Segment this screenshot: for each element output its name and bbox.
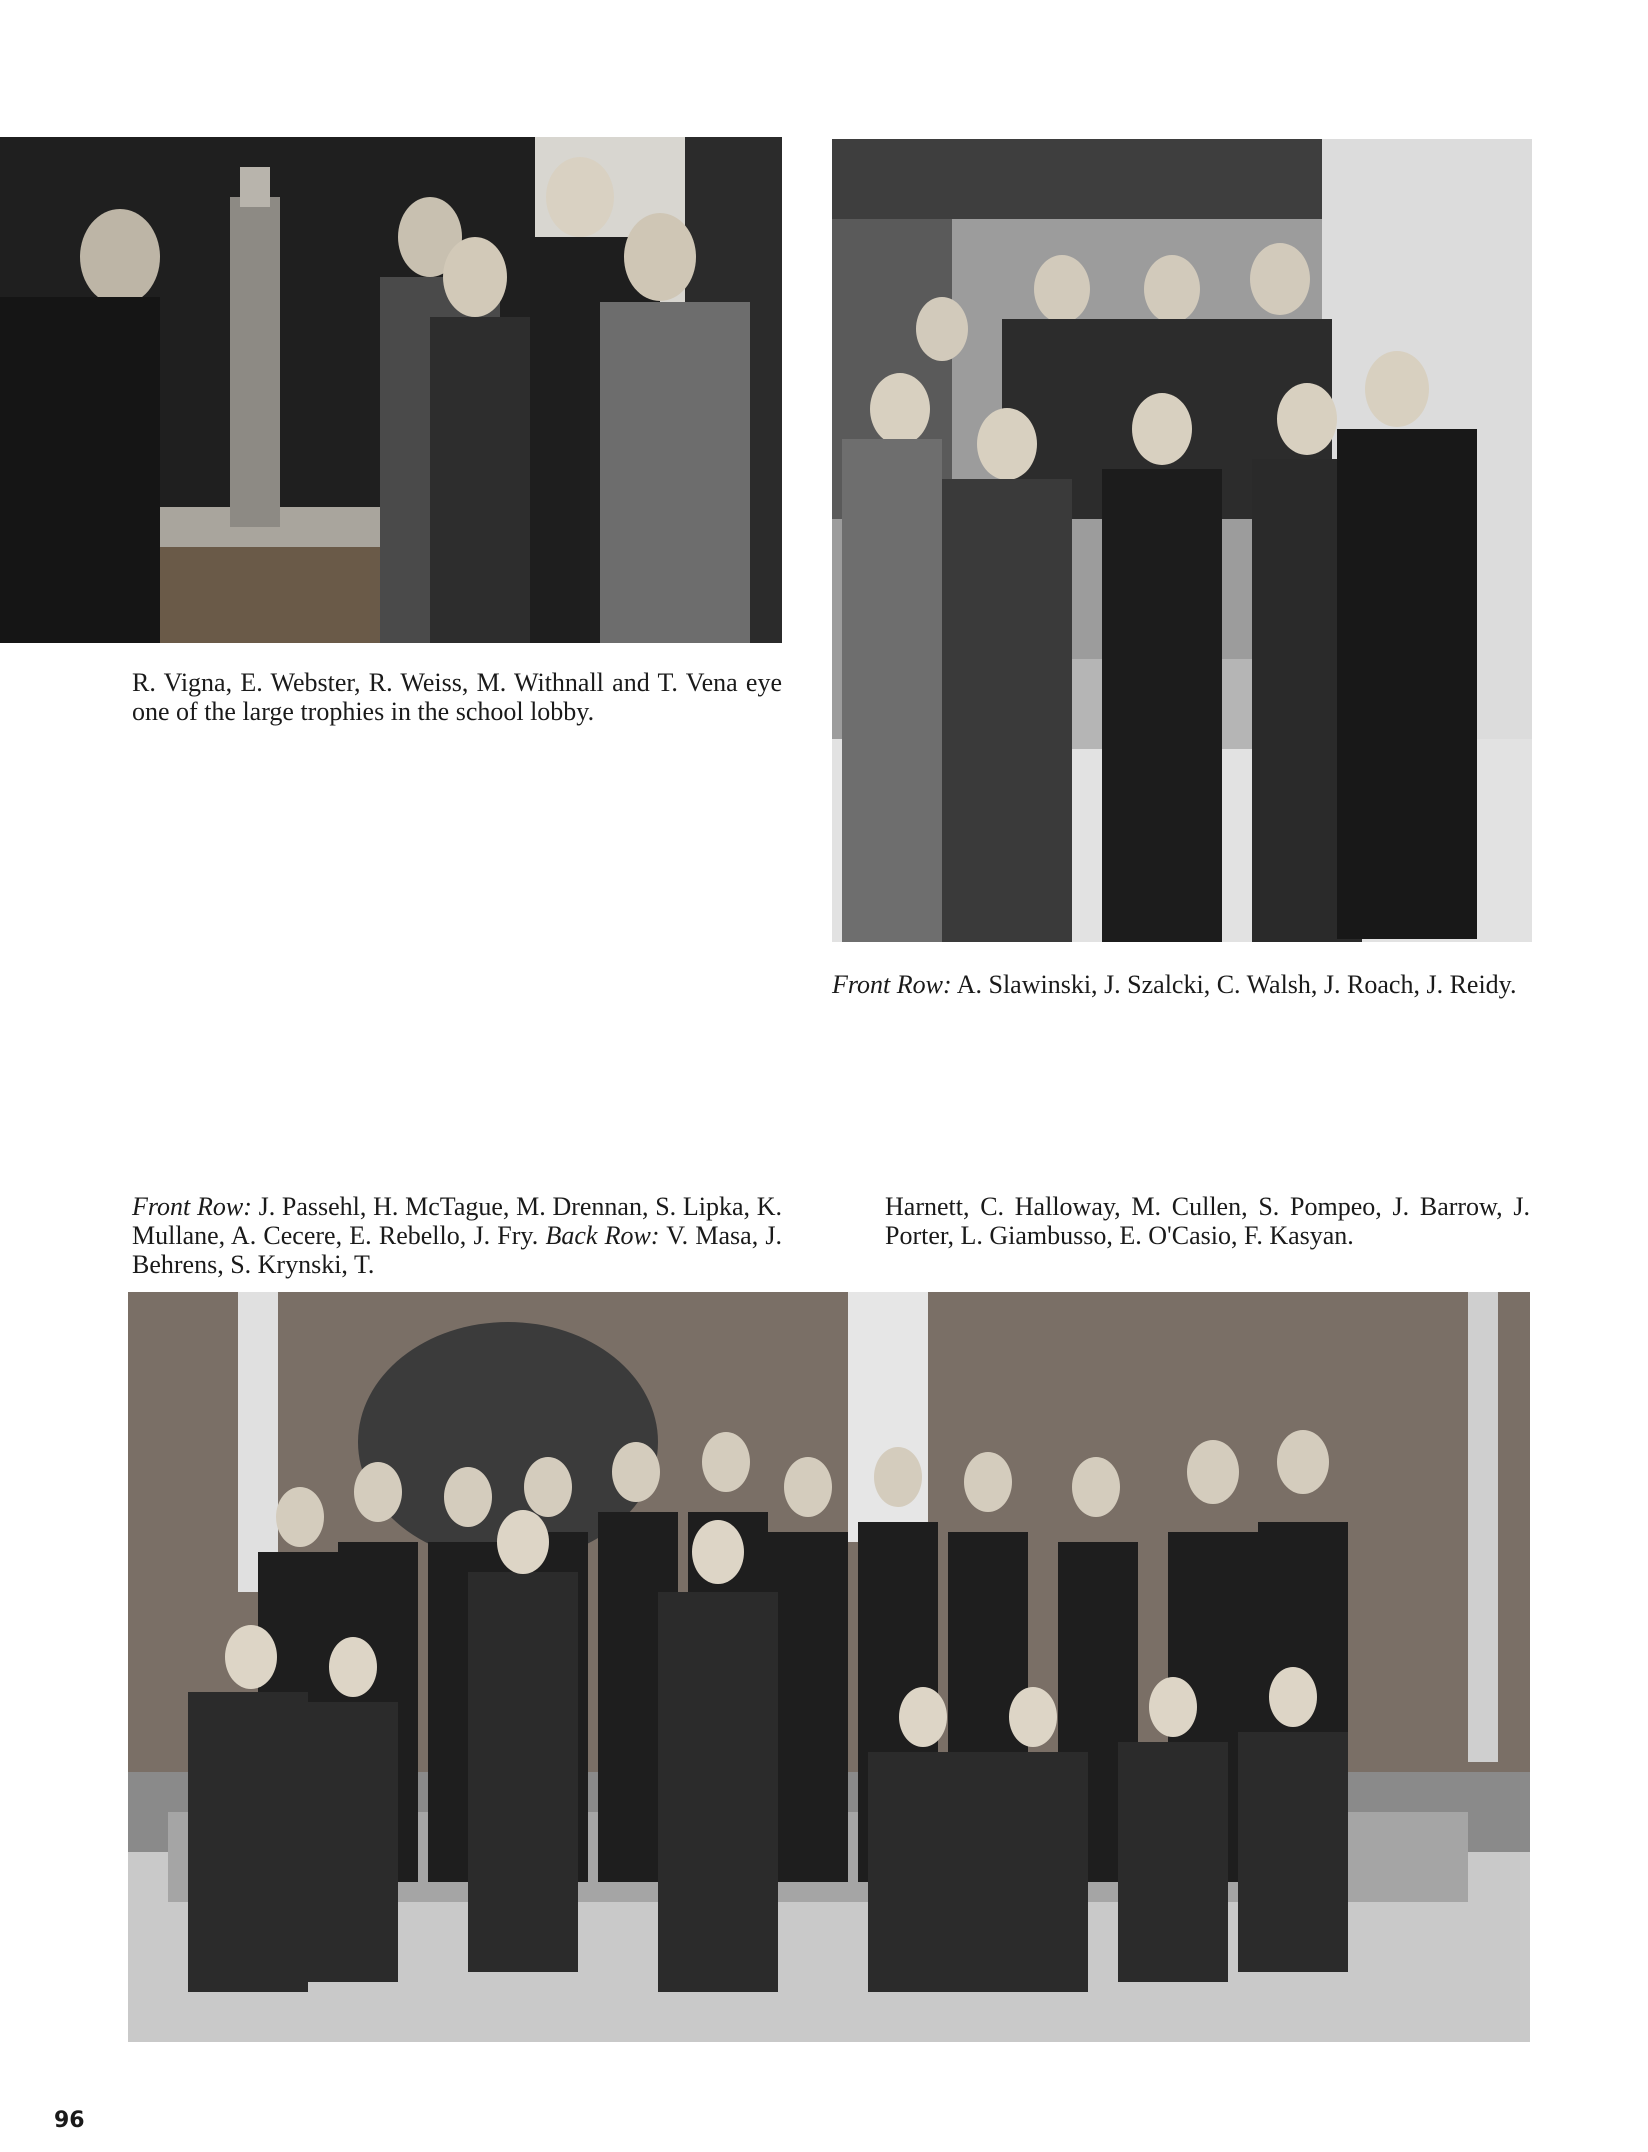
- group-front-label: Front Row:: [132, 1192, 252, 1221]
- steps-photo-image: [832, 139, 1532, 942]
- group-photo-image: [128, 1292, 1530, 2042]
- group-caption-col1: [132, 1192, 782, 1279]
- trophy-photo: [0, 137, 782, 643]
- page-number: 96: [54, 2108, 85, 2133]
- steps-caption-label: Front Row:: [832, 970, 952, 999]
- group-caption-col2: Harnett, C. Halloway, M. Cullen, S. Pompeo, J. Barrow, J. Porter, L. Giambusso, E. O'Casio, F. Kasyan.: [885, 1192, 1530, 1250]
- group-front-names: J. Passehl, H. McTague, M. Drennan, S. Lipka, K. Mullane, A. Cecere, E. Rebello, J. Fry.: [132, 1192, 782, 1250]
- group-photo: [128, 1292, 1530, 2042]
- trophy-caption: R. Vigna, E. Webster, R. Weiss, M. Withnall and T. Vena eye one of the large trophies in the school lobby.: [132, 668, 782, 726]
- steps-caption: [832, 970, 1532, 999]
- steps-photo: [832, 139, 1532, 942]
- group-back-label: Back Row:: [545, 1221, 660, 1250]
- steps-caption-names: A. Slawinski, J. Szalcki, C. Walsh, J. Roach, J. Reidy.: [951, 970, 1517, 999]
- group-back-names: V. Masa, J. Behrens, S. Krynski, T.: [132, 1221, 783, 1279]
- trophy-photo-image: [0, 137, 782, 643]
